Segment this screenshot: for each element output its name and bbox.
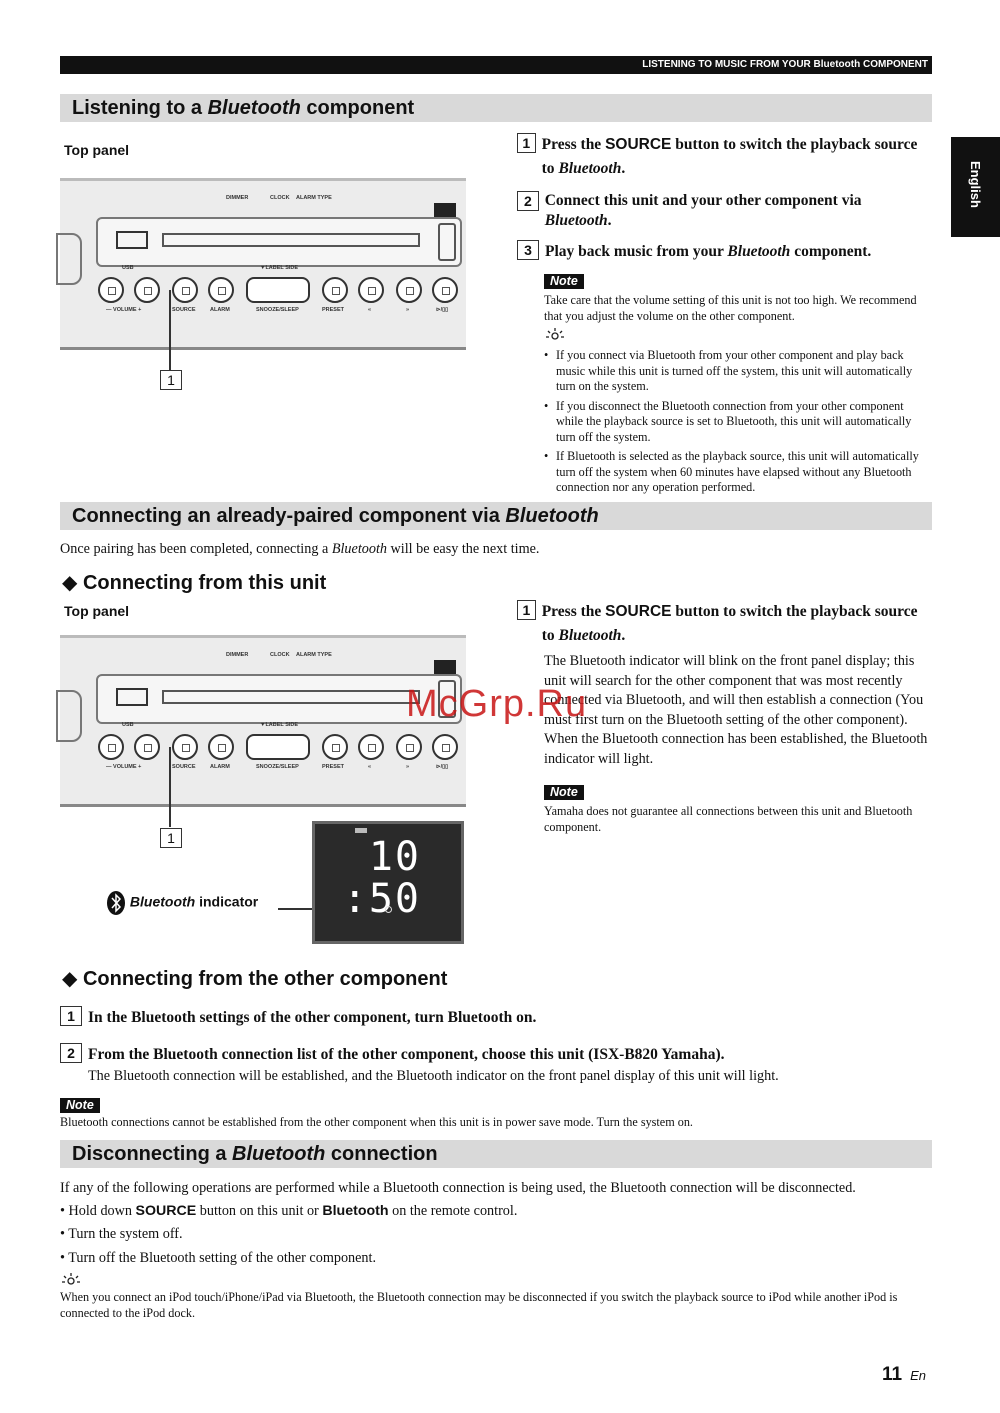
page-number: 11 En bbox=[882, 1364, 926, 1385]
tip-item: • If you connect via Bluetooth from your other component and play back music while this unit is turned off the system, this unit will automatically turn on the system. bbox=[544, 348, 927, 395]
snooze-button bbox=[246, 277, 310, 303]
step-3: 3 Play back music from your Bluetooth component. bbox=[517, 240, 927, 264]
top-panel-label-2: Top panel bbox=[64, 603, 130, 619]
source-button bbox=[172, 277, 198, 303]
forward-button bbox=[396, 734, 422, 760]
tip-icon bbox=[544, 327, 927, 348]
running-header: LISTENING TO MUSIC FROM YOUR Bluetooth COMPONENT bbox=[60, 56, 932, 74]
usb-port bbox=[116, 688, 148, 706]
note-text: Take care that the volume setting of this unit is not too high. We recommend that you adjust the volume on the other component. bbox=[544, 293, 917, 323]
language-tab-label: English bbox=[968, 161, 983, 208]
cd-slot bbox=[162, 233, 420, 247]
cd-slot bbox=[162, 690, 420, 704]
subheading-other-component: ◆ Connecting from the other component bbox=[62, 968, 448, 990]
note-text: Yamaha does not guarantee all connections between this unit and Bluetooth component. bbox=[544, 804, 913, 834]
source-button bbox=[172, 734, 198, 760]
bluetooth-indicator-label: Bluetooth indicator bbox=[106, 890, 258, 916]
volume-up-button bbox=[134, 734, 160, 760]
tips-list bbox=[544, 348, 927, 496]
note-block-3 bbox=[60, 1096, 930, 1131]
disconnect-intro: If any of the following operations are performed while a Bluetooth connection is being used, the Bluetooth connection will be disconnected. bbox=[60, 1180, 856, 1196]
step-2: 2 Connect this unit and your other component via Bluetooth. bbox=[517, 191, 927, 231]
top-panel-illustration-2: DIMMER CLOCK ALARM TYPE USB ▼LABEL SIDE — VOLUME + SOURCE ALARM SNOOZE/SLEEP PRESET « » ⊳/▯▯ bbox=[60, 635, 466, 807]
step-1: 1 Press the SOURCE button to switch the playback source to Bluetooth. bbox=[517, 133, 927, 181]
section-title-connecting: Connecting an already-paired component via Bluetooth bbox=[60, 502, 932, 530]
note-badge: Note bbox=[60, 1098, 100, 1113]
disc-logo bbox=[434, 203, 456, 217]
callout-number: 1 bbox=[160, 370, 182, 390]
alarm-button bbox=[208, 277, 234, 303]
bluetooth-icon bbox=[106, 890, 126, 916]
note-block bbox=[517, 272, 927, 496]
front-panel-display bbox=[312, 821, 464, 944]
disconnect-bullet-2: • Turn the system off. bbox=[60, 1226, 183, 1242]
other-step-1: 1 In the Bluetooth settings of the other component, turn Bluetooth on. bbox=[60, 1006, 930, 1030]
play-pause-button bbox=[432, 277, 458, 303]
top-panel-label: Top panel bbox=[64, 142, 130, 158]
alarm-button bbox=[208, 734, 234, 760]
disconnect-bullet-1: • Hold down SOURCE button on this unit or Bluetooth on the remote control. bbox=[60, 1203, 518, 1219]
preset-button bbox=[322, 277, 348, 303]
snooze-button bbox=[246, 734, 310, 760]
volume-up-button bbox=[134, 277, 160, 303]
play-pause-button bbox=[432, 734, 458, 760]
disconnect-tip: When you connect an iPod touch/iPhone/iPad via Bluetooth, the Bluetooth connection may be disconnected if you switch the playback source to iPod while another iPod is connected to the iPod dock. bbox=[60, 1290, 898, 1320]
rewind-button bbox=[358, 734, 384, 760]
callout-line bbox=[169, 290, 171, 370]
note-text: Bluetooth connections cannot be established from the other component when this unit is in power save mode. Turn the system on. bbox=[60, 1115, 693, 1129]
section-title-listening: Listening to a Bluetooth component bbox=[60, 94, 932, 122]
callout-line bbox=[169, 747, 171, 827]
note-block-2 bbox=[517, 783, 929, 835]
top-panel-illustration: DIMMER CLOCK ALARM TYPE USB ▼LABEL SIDE — VOLUME + SOURCE ALARM SNOOZE/SLEEP PRESET « » ⊳/▯▯ bbox=[60, 178, 466, 350]
rewind-button bbox=[358, 277, 384, 303]
step-1-body: The Bluetooth indicator will blink on the front panel display; this unit will search for the other component that was most recently connected via Bluetooth, and will then establish a connection (You must first turn on the Bluetooth setting of the other component). bbox=[544, 653, 924, 728]
tip-item: • If you disconnect the Bluetooth connection from your other component while the playback source is set to Bluetooth, this unit will automatically turn off the system. bbox=[544, 399, 927, 446]
section-intro: Once pairing has been completed, connecting a Bluetooth will be easy the next time. bbox=[60, 541, 540, 557]
forward-button bbox=[396, 277, 422, 303]
tip-item: • If Bluetooth is selected as the playback source, this unit will automatically turn off the system when 60 minutes have elapsed without any Bluetooth connection nor any operation performed. bbox=[544, 449, 927, 496]
note-badge: Note bbox=[544, 274, 584, 289]
usb-port bbox=[116, 231, 148, 249]
subheading-this-unit: ◆ Connecting from this unit bbox=[62, 572, 327, 594]
watermark: McGrp.Ru bbox=[406, 683, 588, 725]
language-tab bbox=[951, 137, 1000, 237]
steps-listening bbox=[517, 133, 927, 500]
step-1-body-2: When the Bluetooth connection has been established, the Bluetooth indicator will light. bbox=[544, 731, 928, 767]
note-badge: Note bbox=[544, 785, 584, 800]
bluetooth-indicator-dot bbox=[385, 906, 392, 913]
other-step-2: 2 From the Bluetooth connection list of the other component, choose this unit (ISX-B820 Yamaha). bbox=[60, 1043, 930, 1067]
lcd-hours: 10 bbox=[368, 834, 421, 880]
callout-number: 1 bbox=[160, 828, 182, 848]
other-step-2-body: The Bluetooth connection will be established, and the Bluetooth indicator on the front panel display of this unit will light. bbox=[88, 1068, 779, 1084]
section-title-disconnecting: Disconnecting a Bluetooth connection bbox=[60, 1140, 932, 1168]
volume-down-button bbox=[98, 277, 124, 303]
preset-button bbox=[322, 734, 348, 760]
volume-down-button bbox=[98, 734, 124, 760]
disc-slot bbox=[96, 217, 462, 267]
disc-logo bbox=[434, 660, 456, 674]
disconnect-bullet-3: • Turn off the Bluetooth setting of the other component. bbox=[60, 1250, 377, 1266]
eject-button bbox=[438, 223, 456, 261]
step-1: 1 Press the SOURCE button to switch the playback source to Bluetooth. bbox=[517, 600, 929, 648]
lcd-minutes: :50 bbox=[342, 876, 421, 922]
